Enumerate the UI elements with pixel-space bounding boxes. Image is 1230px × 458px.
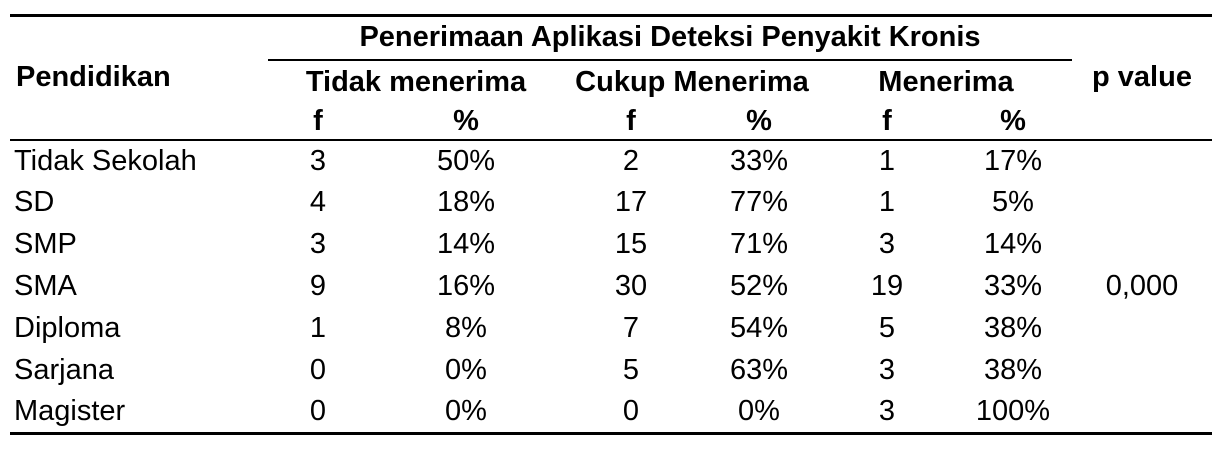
header-group-menerima: Menerima bbox=[878, 65, 1014, 98]
header-f: f bbox=[564, 104, 698, 140]
cell-menerima-pct: 38% bbox=[983, 354, 1043, 386]
cell-cukup-menerima-pct: 0% bbox=[698, 392, 820, 434]
cell-menerima-pct: 33% bbox=[983, 270, 1043, 302]
cell-menerima-pct: 5% bbox=[992, 186, 1034, 218]
header-group-cukup-menerima: Cukup Menerima bbox=[575, 65, 809, 98]
table-row bbox=[10, 182, 1212, 224]
row-label: Tidak Sekolah bbox=[14, 144, 197, 177]
header-pct: % bbox=[954, 104, 1072, 140]
header-pct: % bbox=[368, 104, 564, 140]
header-p-value: p value bbox=[1072, 16, 1212, 140]
cell-menerima-pct: 38% bbox=[983, 312, 1043, 344]
cell-menerima-pct: 14% bbox=[983, 228, 1043, 260]
row-label: SMA bbox=[14, 270, 77, 302]
cell-menerima-f: 19 bbox=[870, 270, 904, 302]
table-row bbox=[10, 140, 1212, 182]
cell-tidak-menerima-pct: 14% bbox=[436, 228, 496, 260]
cell-cukup-menerima-pct: 71% bbox=[729, 228, 789, 260]
education-acceptance-table bbox=[10, 14, 1212, 435]
cell-tidak-menerima-pct: 50% bbox=[436, 144, 496, 177]
header-group-title: Penerimaan Aplikasi Deteksi Penyakit Kronis bbox=[268, 16, 1072, 60]
table-row bbox=[10, 266, 1212, 308]
cell-cukup-menerima-f: 0 bbox=[564, 392, 698, 434]
cell-cukup-menerima-f: 7 bbox=[622, 312, 640, 344]
cell-cukup-menerima-f: 2 bbox=[622, 144, 640, 177]
cell-tidak-menerima-pct: 0% bbox=[368, 392, 564, 434]
cell-menerima-f: 3 bbox=[820, 392, 954, 434]
cell-tidak-menerima-f: 3 bbox=[309, 228, 327, 260]
table-row bbox=[10, 308, 1212, 350]
row-label: SMP bbox=[14, 228, 77, 260]
cell-cukup-menerima-pct: 52% bbox=[729, 270, 789, 302]
row-label: Diploma bbox=[14, 312, 121, 344]
cell-tidak-menerima-f: 3 bbox=[309, 144, 327, 177]
table-row bbox=[10, 392, 1212, 434]
cell-tidak-menerima-f: 0 bbox=[268, 392, 368, 434]
cell-tidak-menerima-pct: 8% bbox=[445, 312, 487, 344]
cell-cukup-menerima-f: 15 bbox=[614, 228, 648, 260]
cell-menerima-f: 1 bbox=[878, 186, 896, 218]
cell-cukup-menerima-pct: 77% bbox=[729, 186, 789, 218]
header-group-tidak-menerima: Tidak menerima bbox=[305, 65, 527, 98]
cell-cukup-menerima-f: 30 bbox=[614, 270, 648, 302]
cell-tidak-menerima-pct: 0% bbox=[445, 354, 487, 386]
cell-cukup-menerima-pct: 63% bbox=[729, 354, 789, 386]
row-label: Sarjana bbox=[14, 354, 114, 386]
cell-cukup-menerima-f: 5 bbox=[622, 354, 640, 386]
header-f: f bbox=[268, 104, 368, 140]
cell-menerima-f: 1 bbox=[878, 144, 896, 177]
cell-cukup-menerima-f: 17 bbox=[614, 186, 648, 218]
cell-menerima-pct: 100% bbox=[954, 392, 1072, 434]
cell-menerima-f: 3 bbox=[878, 228, 896, 260]
row-label: Magister bbox=[10, 392, 268, 434]
header-pendidikan: Pendidikan bbox=[10, 16, 268, 140]
cell-tidak-menerima-pct: 18% bbox=[436, 186, 496, 218]
cell-cukup-menerima-pct: 54% bbox=[729, 312, 789, 344]
p-value-cell: 0,000 bbox=[1105, 269, 1179, 302]
row-label: SD bbox=[14, 186, 55, 218]
cell-menerima-f: 3 bbox=[878, 354, 896, 386]
cell-tidak-menerima-f: 4 bbox=[309, 186, 327, 218]
cell-tidak-menerima-f: 0 bbox=[309, 354, 327, 386]
table-row bbox=[10, 350, 1212, 392]
header-pct: % bbox=[698, 104, 820, 140]
cell-menerima-f: 5 bbox=[878, 312, 896, 344]
cell-tidak-menerima-f: 1 bbox=[309, 312, 327, 344]
table-row bbox=[10, 224, 1212, 266]
cell-tidak-menerima-f: 9 bbox=[309, 270, 327, 302]
header-f: f bbox=[820, 104, 954, 140]
cell-menerima-pct: 17% bbox=[983, 144, 1043, 177]
cell-cukup-menerima-pct: 33% bbox=[729, 144, 789, 177]
cell-tidak-menerima-pct: 16% bbox=[436, 270, 496, 302]
header-row-1 bbox=[10, 16, 1212, 60]
